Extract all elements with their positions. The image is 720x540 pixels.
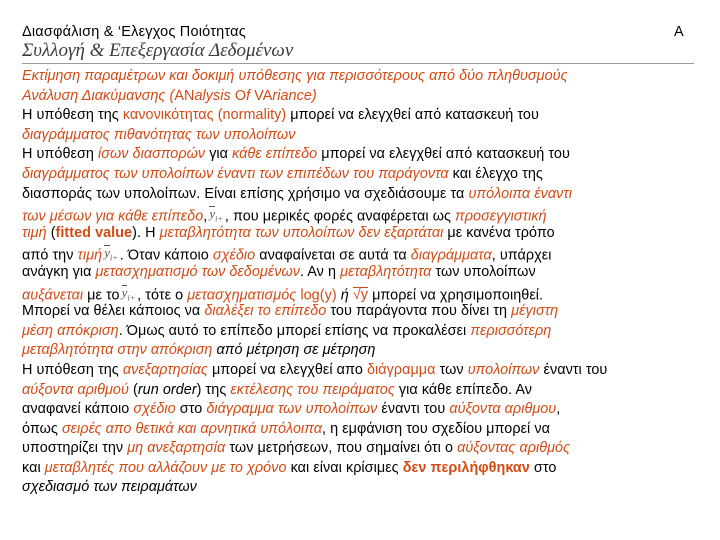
body-line [22, 459, 698, 479]
body-text: μεταβλητότητα στην απόκριση [22, 342, 213, 359]
body-text: fitted value [55, 224, 133, 241]
body-text: VA [254, 87, 273, 104]
body-text: του παράγοντα που δίνει τη [326, 303, 512, 320]
body-text: υπολοίπων [467, 361, 540, 378]
body-text: f [246, 87, 255, 104]
body-text: τιμή [77, 247, 103, 264]
body-line [22, 204, 698, 224]
body-text: και [22, 459, 45, 476]
body-text: προσεγγιστική [455, 208, 547, 225]
body-text: των [435, 361, 468, 378]
body-line [22, 420, 698, 440]
body-text: αναφανεί κάποιο [22, 401, 134, 418]
body-line [22, 87, 698, 107]
body-text: , υπάρχει [491, 247, 552, 264]
body-text: αύξοντα αριθμου [449, 401, 557, 418]
body-text: και είναι κρίσιμες [286, 459, 403, 476]
body-text: μπορεί να ελεγχθεί από κατασκευή του [317, 146, 570, 163]
body-line [22, 67, 698, 87]
body-text: όπως [22, 420, 62, 437]
body-text: διασποράς των υπολοίπων. Είναι επίσης χρήσιμο να σχεδιάσουμε τα [22, 185, 469, 202]
body-text: ανάγκη για [22, 263, 96, 280]
body-text: Εκτίμηση παραμέτρων και δοκιμή υπόθεσης για περισσότερους από δύο πληθυσμούς [22, 68, 568, 84]
body-text: διαγράμματος πιθανότητας των υπολοίπων [22, 126, 296, 143]
body-text: διάγραμμα [366, 361, 436, 378]
body-text: μετασχηματισμός [187, 286, 297, 303]
body-text: διαγράμματος των υπολοίπων έναντι των επιπέδων του παράγοντα [22, 165, 449, 182]
body-text: των μετρήσεων, που σημαίνει ότι ο [225, 440, 458, 457]
body-text: μέγιστη [511, 303, 559, 320]
body-line [22, 478, 698, 498]
body-text: με κανένα τρόπο [443, 224, 555, 241]
body-text: , η εμφάνιση του σχεδίου μπορεί να [322, 420, 550, 437]
body-line [22, 185, 698, 205]
body-text: διαγράμματα [410, 247, 492, 264]
body-line [22, 439, 698, 459]
body-text: μεταβλητότητα των υπολοίπων δεν εξαρτάται [159, 224, 444, 241]
body-text: Η υπόθεση της [22, 107, 123, 124]
body-line [22, 302, 698, 322]
mean-symbol-sub: i+ [127, 293, 136, 303]
body-text: μη ανεξαρτησία [127, 440, 226, 457]
body-text: σχέδιο [212, 247, 256, 264]
body-text: έναντι του [539, 361, 608, 378]
body-line [22, 126, 698, 146]
slide-title: Συλλογή & Επεξεργασία Δεδομένων [22, 40, 294, 61]
header-section-letter: A [674, 24, 684, 40]
title-divider [22, 63, 694, 64]
body-text: υπόλοιπα έναντι [468, 185, 573, 202]
body-text: εκτέλεσης του πειράματος [230, 381, 395, 398]
mean-symbol-sub: i+ [215, 214, 223, 224]
body-text: ή [336, 286, 353, 303]
body-text: ίσων διασπορών [98, 146, 206, 163]
body-text: ). Η [132, 224, 160, 241]
body-text: σχέδιο [133, 401, 176, 418]
body-text: και έλεγχο της [448, 165, 543, 182]
body-text: ) της [196, 381, 231, 398]
body-line [22, 322, 698, 342]
body-text: , που μερικές φορές αναφέρεται ως [224, 208, 456, 225]
body-text: μεταβλητότητα [340, 263, 432, 280]
body-text: ( [46, 224, 56, 241]
body-text: από μέτρηση σε μέτρηση [212, 342, 376, 359]
mean-symbol-sub: i+ [110, 253, 118, 263]
body-text: μετασχηματισμό των δεδομένων [95, 263, 300, 280]
body-line [22, 381, 698, 401]
body-text: ανεξαρτησίας [122, 361, 208, 378]
body-text: αύξοντα αριθμού [22, 381, 129, 398]
slide-body [22, 67, 698, 498]
body-text: . Όμως αυτό το επίπεδο μπορεί επίσης να προκαλέσει [118, 322, 471, 339]
body-text: αναφαίνεται σε αυτά τα [255, 247, 411, 264]
body-text: μπορεί να ελεγχθεί απο [207, 361, 367, 378]
body-text: τιμή [22, 224, 47, 241]
body-text: alysis [194, 87, 235, 104]
body-text: αυξάνεται [22, 286, 84, 303]
body-line [22, 263, 698, 283]
body-text: για κάθε επίπεδο. Αν [394, 381, 533, 398]
body-text: για [205, 146, 233, 163]
body-line [22, 106, 698, 126]
body-text: Μπορεί να θέλει κάποιος να [22, 303, 205, 320]
body-text: από την [22, 247, 78, 264]
body-text: √y [352, 286, 369, 303]
body-text: στο [175, 401, 207, 418]
body-line [22, 243, 698, 263]
body-text: O [234, 87, 247, 104]
body-text: έναντι του [377, 401, 450, 418]
body-text: , [556, 401, 561, 418]
body-text: μπορεί να ελεγχθεί από κατασκευή του [286, 107, 539, 124]
body-text: δεν περιλήφθηκαν [402, 459, 530, 476]
body-text: σειρές απο θετικά και αρνητικά υπόλοιπα [61, 420, 322, 437]
body-text: στο [529, 459, 557, 476]
body-text: με το [83, 286, 120, 303]
mean-symbol-base: y [121, 284, 128, 300]
body-text: AN [174, 87, 195, 104]
mean-symbol-base: y [209, 206, 216, 222]
body-line [22, 165, 698, 185]
body-text: των μέσων για κάθε επίπεδο [22, 208, 204, 225]
body-line [22, 341, 698, 361]
mean-symbol-base: y [104, 245, 111, 261]
body-text: run order [137, 381, 197, 398]
body-text: μέση απόκριση [22, 322, 119, 339]
body-text: σχεδιασμό των πειραμάτων [22, 479, 197, 496]
body-text: ( [128, 381, 138, 398]
body-line [22, 400, 698, 420]
body-text: υποστηρίζει την [22, 440, 128, 457]
body-text: διαλέξει το επίπεδο [204, 303, 327, 320]
body-text: διάγραμμα των υπολοίπων [206, 401, 378, 418]
body-line [22, 224, 698, 244]
body-text: των υπολοίπων [431, 263, 536, 280]
body-text: log(y) [300, 286, 337, 303]
body-line [22, 145, 698, 165]
body-text: μπορεί να χρησιμοποιηθεί. [368, 286, 544, 303]
body-text: περισσότερη [470, 322, 552, 339]
body-text: μεταβλητές που αλλάζουν με το χρόνο [44, 459, 287, 476]
body-text: , τότε ο [137, 286, 188, 303]
body-text: κάθε επίπεδο [232, 146, 318, 163]
body-text: riance) [272, 87, 317, 104]
body-text: Η υπόθεση [22, 146, 98, 163]
body-text: αύξοντας αριθμός [457, 440, 571, 457]
body-text: , [203, 208, 208, 225]
body-line [22, 283, 698, 303]
body-text: Ανάλυση Διακύμανσης ( [22, 87, 175, 104]
header-course-title: Διασφάλιση & ‘Ελεγχος Ποιότητας [22, 24, 246, 40]
body-text: . Όταν κάποιο [119, 247, 213, 264]
body-text: κανονικότητας (normality) [122, 107, 287, 124]
body-line [22, 361, 698, 381]
body-text: Η υπόθεση της [22, 361, 123, 378]
body-text: . Αν η [299, 263, 341, 280]
